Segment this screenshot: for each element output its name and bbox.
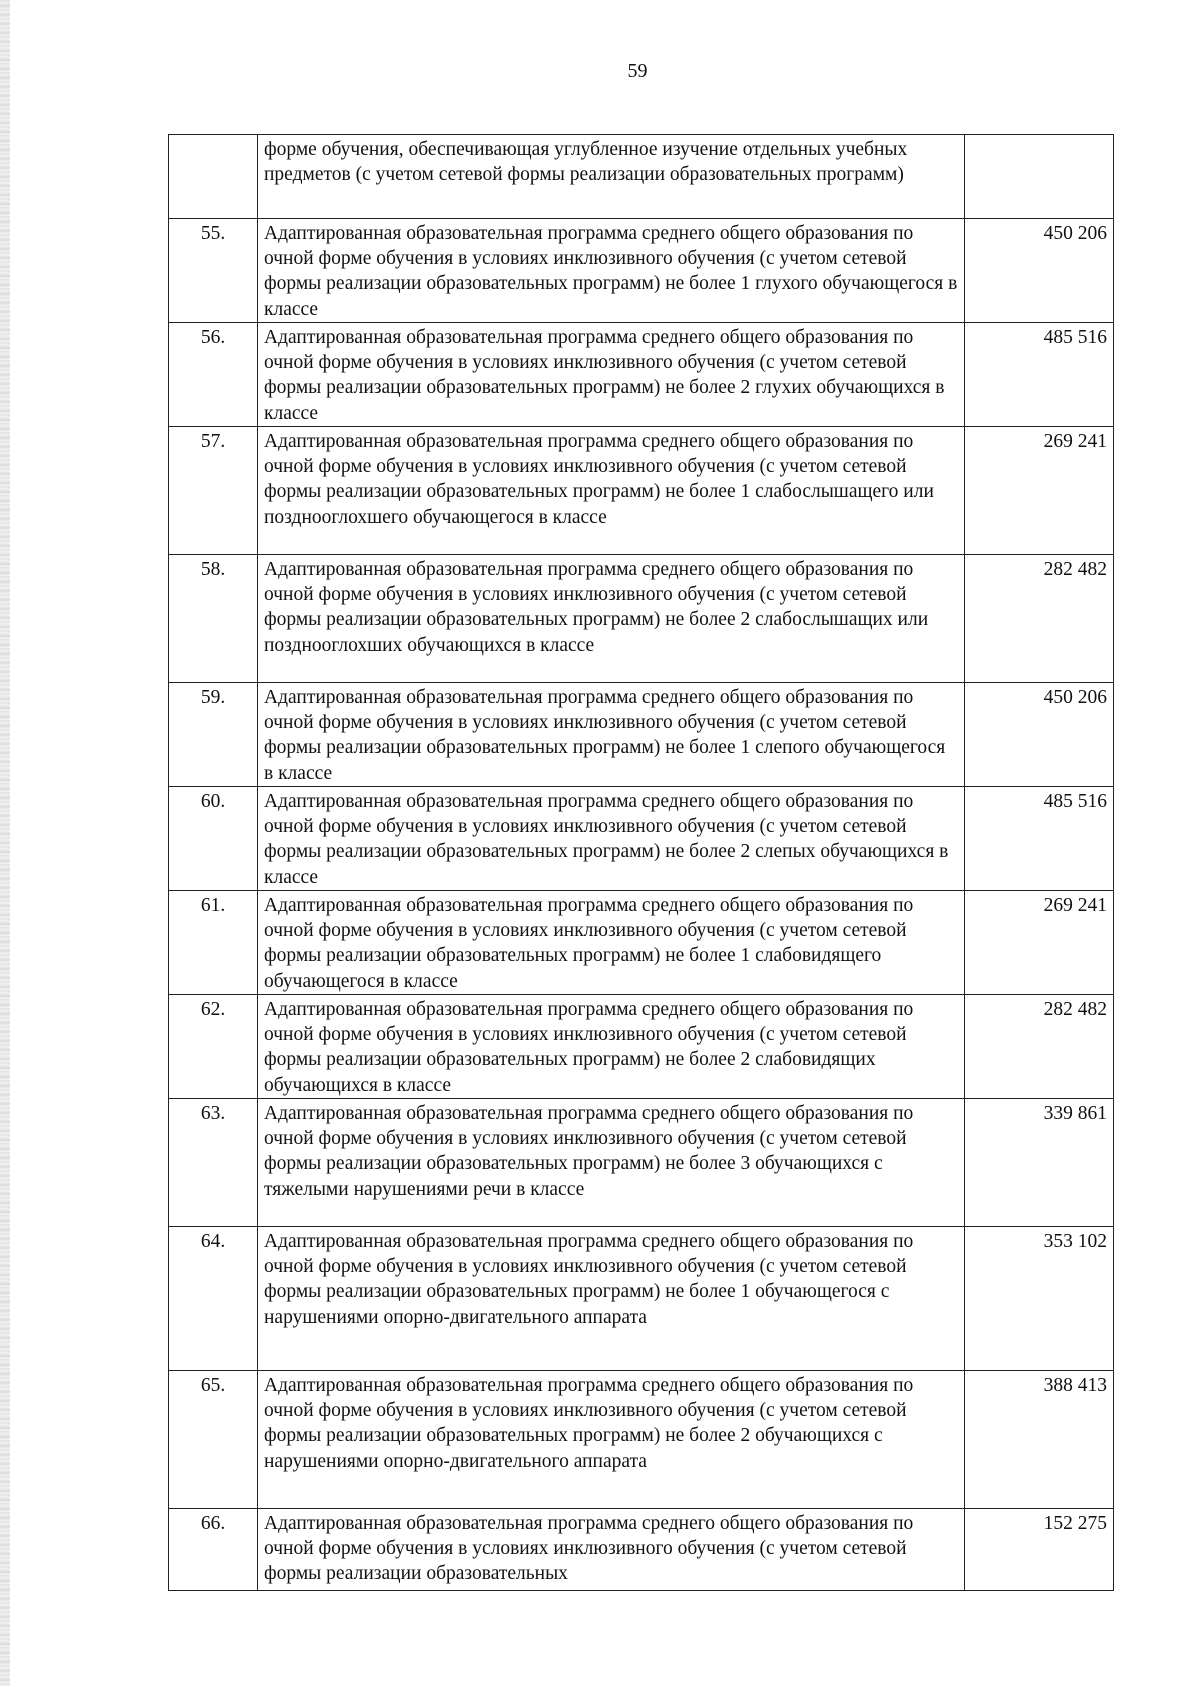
row-number-cell: 63. <box>169 1099 258 1227</box>
row-value-cell: 485 516 <box>965 787 1114 891</box>
table-row <box>169 1227 1114 1371</box>
row-value-cell: 152 275 <box>965 1509 1114 1591</box>
table-row <box>169 787 1114 891</box>
row-value-cell: 450 206 <box>965 219 1114 323</box>
row-number-cell: 61. <box>169 891 258 995</box>
row-description-cell: Адаптированная образовательная программа среднего общего образования по очной форме обучения в условиях инклюзивного обучения (с учетом сетевой формы реализации образовательных программ) не более 1 глухого обучающегося в классе <box>258 219 965 323</box>
row-value-cell: 485 516 <box>965 323 1114 427</box>
program-cost-table <box>168 134 1114 1591</box>
table-row <box>169 1509 1114 1591</box>
table-row <box>169 683 1114 787</box>
page-number: 59 <box>627 60 648 82</box>
row-description-cell: Адаптированная образовательная программа среднего общего образования по очной форме обучения в условиях инклюзивного обучения (с учетом сетевой формы реализации образовательных программ) не более 3 обучающихся с тяжелыми нарушениями речи в классе <box>258 1099 965 1227</box>
table-row <box>169 219 1114 323</box>
row-value-cell: 339 861 <box>965 1099 1114 1227</box>
row-value-cell: 353 102 <box>965 1227 1114 1371</box>
table-row <box>169 891 1114 995</box>
row-number-cell: 62. <box>169 995 258 1099</box>
row-value-cell: 269 241 <box>965 891 1114 995</box>
row-description-cell: Адаптированная образовательная программа среднего общего образования по очной форме обучения в условиях инклюзивного обучения (с учетом сетевой формы реализации образовательных программ) не более 2 слабослышащих или позднооглохших обучающихся в классе <box>258 555 965 683</box>
table-row <box>169 555 1114 683</box>
row-description-cell: Адаптированная образовательная программа среднего общего образования по очной форме обучения в условиях инклюзивного обучения (с учетом сетевой формы реализации образовательных программ) не более 1 слабослышащего или позднооглохшего обучающегося в классе <box>258 427 965 555</box>
row-description-cell: Адаптированная образовательная программа среднего общего образования по очной форме обучения в условиях инклюзивного обучения (с учетом сетевой формы реализации образовательных программ) не более 2 обучающихся с нарушениями опорно-двигательного аппарата <box>258 1371 965 1509</box>
scan-edge-shadow <box>0 0 10 1686</box>
row-number-cell: 58. <box>169 555 258 683</box>
row-description-cell: Адаптированная образовательная программа среднего общего образования по очной форме обучения в условиях инклюзивного обучения (с учетом сетевой формы реализации образовательных <box>258 1509 965 1591</box>
row-number-cell: 56. <box>169 323 258 427</box>
row-value-cell: 450 206 <box>965 683 1114 787</box>
table-row <box>169 1099 1114 1227</box>
row-description-cell: Адаптированная образовательная программа среднего общего образования по очной форме обучения в условиях инклюзивного обучения (с учетом сетевой формы реализации образовательных программ) не более 1 обучающегося с нарушениями опорно-двигательного аппарата <box>258 1227 965 1371</box>
row-value-cell: 282 482 <box>965 555 1114 683</box>
table-row <box>169 995 1114 1099</box>
table-row <box>169 323 1114 427</box>
table-row <box>169 427 1114 555</box>
row-description-cell: Адаптированная образовательная программа среднего общего образования по очной форме обучения в условиях инклюзивного обучения (с учетом сетевой формы реализации образовательных программ) не более 2 слепых обучающихся в классе <box>258 787 965 891</box>
row-number-cell: 66. <box>169 1509 258 1591</box>
table-row <box>169 1371 1114 1509</box>
row-value-cell: 388 413 <box>965 1371 1114 1509</box>
row-number-cell: 64. <box>169 1227 258 1371</box>
row-description-cell: Адаптированная образовательная программа среднего общего образования по очной форме обучения в условиях инклюзивного обучения (с учетом сетевой формы реализации образовательных программ) не более 2 слабовидящих обучающихся в классе <box>258 995 965 1099</box>
row-value-cell <box>965 135 1114 219</box>
row-value-cell: 282 482 <box>965 995 1114 1099</box>
row-description-cell: Адаптированная образовательная программа среднего общего образования по очной форме обучения в условиях инклюзивного обучения (с учетом сетевой формы реализации образовательных программ) не более 1 слепого обучающегося в классе <box>258 683 965 787</box>
row-description-cell: Адаптированная образовательная программа среднего общего образования по очной форме обучения в условиях инклюзивного обучения (с учетом сетевой формы реализации образовательных программ) не более 1 слабовидящего обучающегося в классе <box>258 891 965 995</box>
table-row-continuation <box>169 135 1114 219</box>
row-description-cell: форме обучения, обеспечивающая углубленное изучение отдельных учебных предметов (с учетом сетевой формы реализации образовательных программ) <box>258 135 965 219</box>
row-description-cell: Адаптированная образовательная программа среднего общего образования по очной форме обучения в условиях инклюзивного обучения (с учетом сетевой формы реализации образовательных программ) не более 2 глухих обучающихся в классе <box>258 323 965 427</box>
row-number-cell: 60. <box>169 787 258 891</box>
row-number-cell <box>169 135 258 219</box>
row-number-cell: 59. <box>169 683 258 787</box>
row-value-cell: 269 241 <box>965 427 1114 555</box>
row-number-cell: 65. <box>169 1371 258 1509</box>
row-number-cell: 57. <box>169 427 258 555</box>
row-number-cell: 55. <box>169 219 258 323</box>
